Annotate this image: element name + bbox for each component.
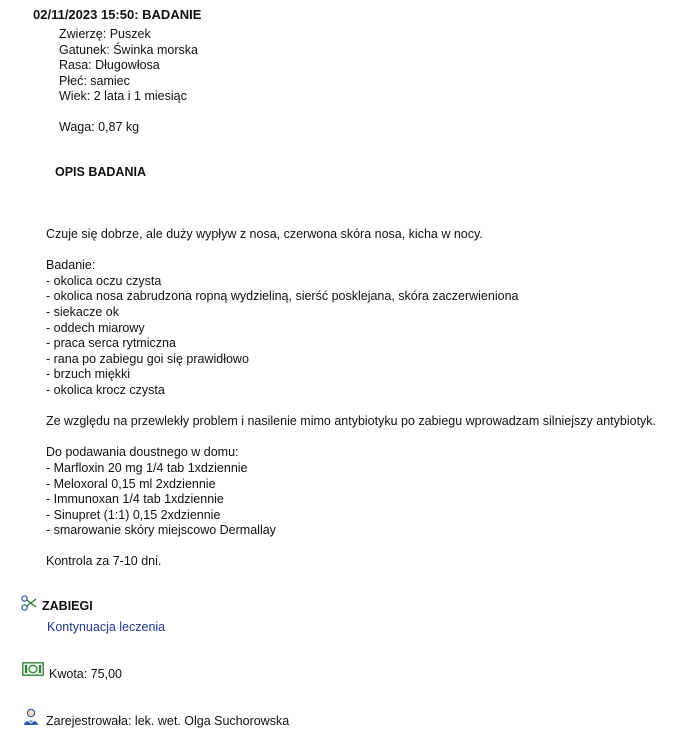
examination-notes bbox=[46, 227, 656, 570]
patient-weight: Waga: 0,87 kg bbox=[59, 120, 140, 134]
med-item: - Meloxoral 0,15 ml 2xdziennie bbox=[46, 476, 216, 491]
patient-species: Gatunek: Świnka morska bbox=[59, 42, 198, 57]
complaint-text: Czuje się dobrze, ale duży wypływ z nosa, czerwona skóra nosa, kicha w nocy. bbox=[46, 227, 483, 241]
procedures-section bbox=[20, 593, 93, 613]
med-item: - Immunoxan 1/4 tab 1xdziennie bbox=[46, 492, 224, 507]
procedure-item-link[interactable]: Kontynuacja leczenia bbox=[47, 620, 166, 634]
exam-item: - praca serca rytmiczna bbox=[46, 336, 176, 351]
patient-breed: Rasa: Długowłosa bbox=[59, 58, 160, 73]
exam-item: - okolica nosa zabrudzona ropną wydzieliną, sierść posklejana, skóra zaczerwieniona bbox=[46, 289, 519, 304]
exam-item: - okolica oczu czysta bbox=[46, 273, 162, 288]
followup-text: Kontrola za 7-10 dni. bbox=[46, 554, 162, 569]
record-title: 02/11/2023 15:50: BADANIE bbox=[33, 7, 202, 22]
patient-sex: Płeć: samiec bbox=[59, 73, 130, 88]
exam-item: - siekacze ok bbox=[46, 304, 119, 319]
exam-item: - rana po zabiegu goi się prawidłowo bbox=[46, 351, 249, 366]
patient-name: Zwierzę: Puszek bbox=[59, 27, 151, 41]
scissors-icon bbox=[20, 594, 38, 612]
med-item: - Sinupret (1:1) 0,15 2xdziennie bbox=[46, 507, 221, 522]
exam-heading: Badanie: bbox=[46, 258, 96, 273]
registered-by: Zarejestrowała: lek. wet. Olga Suchorowska bbox=[46, 714, 290, 728]
description-heading: OPIS BADANIA bbox=[55, 165, 146, 179]
patient-age: Wiek: 2 lata i 1 miesiąc bbox=[59, 89, 187, 104]
exam-item: - oddech miarowy bbox=[46, 320, 145, 335]
fee-amount: Kwota: 75,00 bbox=[49, 667, 122, 681]
registration-row bbox=[22, 706, 289, 728]
exam-item: - okolica krocz czysta bbox=[46, 382, 165, 397]
fee-row bbox=[22, 657, 122, 681]
banknote-icon bbox=[22, 662, 44, 676]
med-item: - Marfloxin 20 mg 1/4 tab 1xdziennie bbox=[46, 460, 248, 475]
user-icon bbox=[22, 708, 40, 726]
procedures-heading: ZABIEGI bbox=[42, 599, 93, 613]
exam-item: - brzuch miękki bbox=[46, 367, 131, 382]
med-item: - smarowanie skóry miejscowo Dermallay bbox=[46, 523, 276, 538]
patient-info bbox=[59, 27, 198, 105]
conclusion-text: Ze względu na przewlekły problem i nasilenie mimo antybiotyku po zabiegu wprowadzam silniejszy antybiotyk. bbox=[46, 414, 657, 429]
meds-heading: Do podawania doustnego w domu: bbox=[46, 445, 239, 460]
